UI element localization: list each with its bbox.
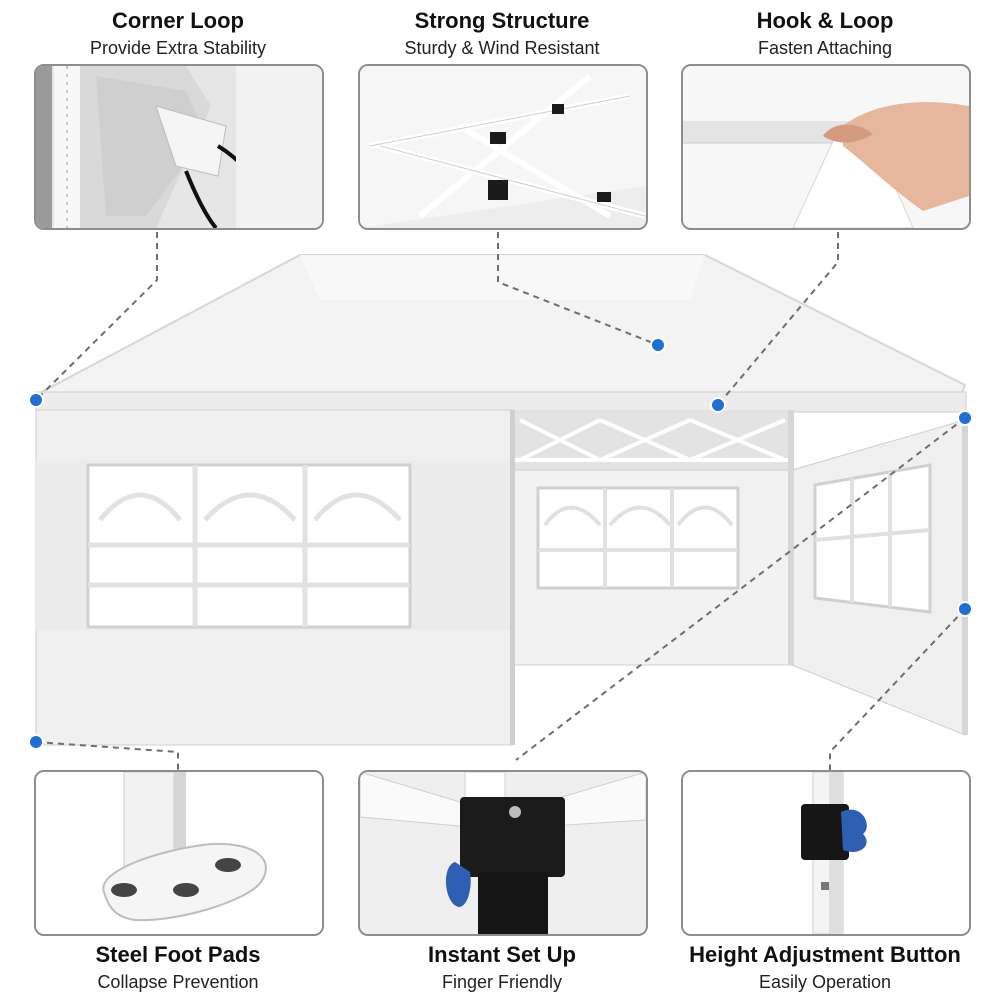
- truss-frame: [512, 420, 792, 460]
- feature-title-strong-structure: Strong Structure: [414, 8, 590, 33]
- hook-loop-illustration: [683, 66, 969, 228]
- foot-pad-illustration: [36, 772, 322, 934]
- panel-foot-pad-photo: [34, 770, 324, 936]
- corner-loop-illustration: [36, 66, 322, 228]
- caption-corner-loop: [28, 8, 328, 59]
- feature-title-corner-loop: Corner Loop: [112, 8, 244, 33]
- tent-interior: [512, 410, 792, 665]
- feature-subtitle-corner-loop: Provide Extra Stability: [89, 38, 267, 58]
- tent-leg-front-middle: [510, 410, 515, 745]
- leader-lines: [36, 232, 965, 770]
- panel-corner-loop-photo: [34, 64, 324, 230]
- canopy-roof: [36, 255, 965, 410]
- feature-subtitle-strong-structure: Sturdy & Wind Resistant: [404, 38, 600, 58]
- tent-leg-back: [788, 410, 794, 665]
- blue-dot-marker-icon: [958, 602, 972, 616]
- feature-subtitle-hook-loop: Fasten Attaching: [757, 38, 893, 58]
- caption-steel-foot-pads: [28, 942, 328, 993]
- feature-title-steel-foot-pads: Steel Foot Pads: [95, 942, 261, 967]
- leader-line-height-adjustment: [830, 609, 965, 770]
- blue-dot-marker-icon: [711, 398, 725, 412]
- leader-line-strong-structure: [498, 232, 658, 345]
- blue-dot-marker-icon: [29, 735, 43, 749]
- panel-instant-setup-photo: [358, 770, 648, 936]
- caption-height-adjustment: [665, 942, 985, 993]
- canopy-valance: [36, 392, 966, 412]
- feature-subtitle-height-adjustment: Easily Operation: [758, 972, 892, 992]
- tent-leg-right: [962, 410, 968, 735]
- feature-subtitle-steel-foot-pads: Collapse Prevention: [97, 972, 259, 992]
- window-panel-back: [538, 488, 738, 588]
- leader-line-hook-loop: [718, 232, 838, 405]
- sidewall-right: [792, 420, 965, 735]
- caption-instant-set-up: [352, 942, 652, 993]
- canopy-roof-highlight: [300, 255, 705, 300]
- sidewall-front-band: [36, 460, 512, 630]
- panel-strong-structure-photo: [358, 64, 648, 230]
- feature-title-instant-set-up: Instant Set Up: [428, 942, 576, 967]
- panel-height-button-photo: [681, 770, 971, 936]
- caption-hook-loop: [675, 8, 975, 59]
- sidewall-back: [512, 470, 792, 665]
- instant-setup-illustration: [360, 772, 646, 934]
- window-panel-right: [815, 465, 930, 612]
- sidewall-front: [36, 410, 512, 745]
- feature-subtitle-instant-set-up: Finger Friendly: [441, 972, 563, 992]
- feature-title-hook-loop: Hook & Loop: [756, 8, 894, 33]
- leader-line-instant-set-up: [516, 418, 965, 760]
- window-panel-front: [88, 465, 410, 627]
- height-button-illustration: [683, 772, 969, 934]
- leader-line-corner-loop: [36, 232, 157, 400]
- blue-dot-marker-icon: [958, 411, 972, 425]
- panel-hook-loop-photo: [681, 64, 971, 230]
- blue-dot-marker-icon: [29, 393, 43, 407]
- leader-line-steel-foot-pads: [36, 742, 178, 770]
- caption-strong-structure: [352, 8, 652, 59]
- blue-dot-marker-icon: [651, 338, 665, 352]
- strong-structure-illustration: [360, 66, 646, 228]
- feature-title-height-adjustment: Height Adjustment Button: [689, 942, 961, 967]
